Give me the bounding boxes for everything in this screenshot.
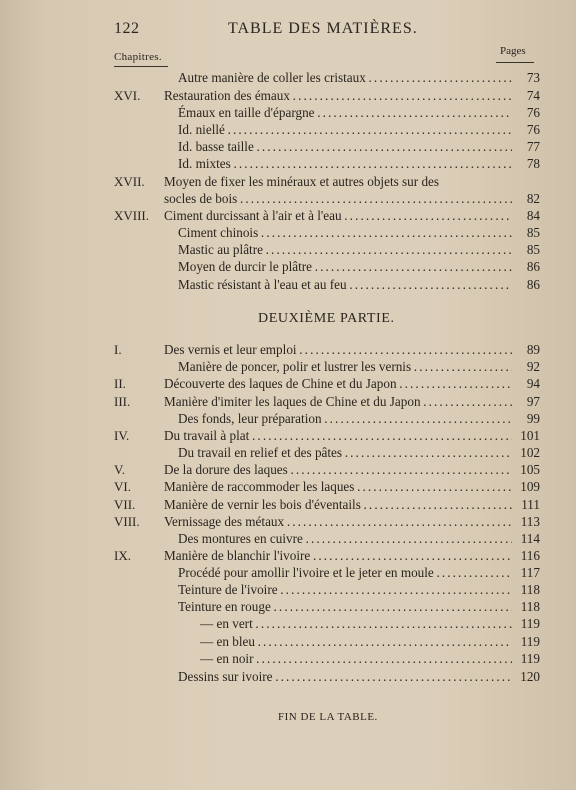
chapter-number: III. (114, 394, 131, 409)
entry-title-text: Émaux en taille d'épargne . . . (178, 105, 512, 120)
toc-entry (0, 650, 576, 667)
entry-title (178, 258, 512, 275)
toc-entry (0, 547, 576, 564)
entry-page-number: 114 (520, 531, 540, 546)
entry-title-text: Mastic résistant à l'eau et au feu . . . (178, 277, 512, 292)
entry-page-number: 77 (526, 139, 540, 154)
toc-entry (0, 207, 576, 224)
chapter-number: IV. (114, 428, 130, 443)
toc-entry (0, 341, 576, 358)
entry-title (164, 496, 512, 513)
entry-title-text: Ciment durcissant à l'air et à l'eau . . . (164, 208, 512, 223)
chapter-number: VIII. (114, 514, 140, 529)
entry-title-text: Manière de blanchir l'ivoire . . . (164, 548, 512, 563)
chapter-number: VII. (114, 497, 136, 512)
entry-page-number: 92 (526, 359, 540, 374)
entry-title (178, 530, 512, 547)
chapter-number: VI. (114, 479, 131, 494)
entry-title-text: Dessins sur ivoire . . . (178, 669, 512, 684)
entry-page-number: 118 (520, 582, 540, 597)
entry-title (178, 358, 512, 375)
entry-title-text: Teinture de l'ivoire . . . (178, 582, 512, 597)
entry-title (164, 207, 512, 224)
entry-page-number: 109 (520, 479, 540, 494)
toc-entry (0, 478, 576, 495)
entry-title (200, 633, 512, 650)
entry-title-text: Des montures en cuivre . . . (178, 531, 512, 546)
entry-page-number: 78 (526, 156, 540, 171)
toc-entry (0, 615, 576, 632)
entry-page-number: 120 (520, 669, 540, 684)
chapter-number: II. (114, 376, 126, 391)
entry-page-number: 86 (526, 277, 540, 292)
entry-page-number: 85 (526, 225, 540, 240)
toc-entry (0, 173, 576, 190)
entry-title-text: Vernissage des métaux . . . (164, 514, 512, 529)
toc-entry (0, 138, 576, 155)
entry-title-text: Restauration des émaux . . . (164, 88, 512, 103)
entry-page-number: 85 (526, 242, 540, 257)
entry-title-text: Moyen de fixer les minéraux et autres objets sur des (164, 174, 440, 189)
entry-page-number: 99 (526, 411, 540, 426)
entry-title (164, 478, 512, 495)
entry-title (164, 341, 512, 358)
entry-title-text: Manière de poncer, polir et lustrer les vernis . . . (178, 359, 512, 374)
entry-page-number: 101 (520, 428, 540, 443)
entry-title-text: Des vernis et leur emploi . . . (164, 342, 512, 357)
entry-title (178, 224, 512, 241)
entry-page-number: 105 (520, 462, 540, 477)
entry-page-number: 84 (526, 208, 540, 223)
toc-entry (0, 530, 576, 547)
chapter-number: I. (114, 342, 122, 357)
entry-title (178, 69, 512, 86)
toc-entry (0, 224, 576, 241)
toc-entry (0, 155, 576, 172)
entry-title-text: Procédé pour amollir l'ivoire et le jeter en moule . . . (178, 565, 512, 580)
entry-page-number: 119 (520, 634, 540, 649)
entry-title (164, 173, 540, 190)
entry-page-number: 118 (520, 599, 540, 614)
toc-entry (0, 496, 576, 513)
toc-entry (0, 358, 576, 375)
page-number: 122 (114, 20, 140, 37)
chapter-number: V. (114, 462, 125, 477)
toc-entry (0, 564, 576, 581)
toc-entry (0, 461, 576, 478)
toc-entry (0, 633, 576, 650)
entry-title (178, 668, 512, 685)
entry-title-text: Du travail à plat . . . (164, 428, 512, 443)
entry-title (164, 190, 512, 207)
entry-title-text: Ciment chinois . . . (178, 225, 512, 240)
entry-title (178, 598, 512, 615)
toc-entry (0, 513, 576, 530)
entry-title (164, 547, 512, 564)
entry-title-text: Moyen de durcir le plâtre . . . (178, 259, 512, 274)
entry-title-text: De la dorure des laques . . . (164, 462, 512, 477)
entry-page-number: 76 (526, 122, 540, 137)
entry-title (178, 155, 512, 172)
toc-entry (0, 69, 576, 86)
toc-entry (0, 410, 576, 427)
toc-entry (0, 444, 576, 461)
entry-title-text: — en vert . . . (200, 616, 512, 631)
entry-title-text: Autre manière de coller les cristaux . . . (178, 70, 512, 85)
entry-page-number: 89 (526, 342, 540, 357)
running-title: TABLE DES MATIÈRES. (228, 20, 418, 37)
toc-entry (0, 241, 576, 258)
entry-title (200, 650, 512, 667)
chapter-number: XVI. (114, 88, 141, 103)
entry-page-number: 82 (526, 191, 540, 206)
toc-entry (0, 276, 576, 293)
entry-title-text: Teinture en rouge . . . (178, 599, 512, 614)
toc-entry (0, 190, 576, 207)
entry-title (178, 564, 512, 581)
entry-page-number: 119 (520, 616, 540, 631)
toc-entry (0, 258, 576, 275)
entry-title (178, 121, 512, 138)
entry-title (164, 375, 512, 392)
toc-entry (0, 121, 576, 138)
entry-title (178, 104, 512, 121)
toc-entry (0, 668, 576, 685)
chapters-column-label: Chapitres. (114, 51, 162, 63)
chapter-number: XVII. (114, 174, 145, 189)
entry-page-number: 74 (526, 88, 540, 103)
entry-title (164, 393, 512, 410)
entry-title-text: Du travail en relief et des pâtes . . . (178, 445, 512, 460)
entry-page-number: 111 (521, 497, 540, 512)
entry-title-text: Manière de raccommoder les laques . . . (164, 479, 512, 494)
entry-title (164, 87, 512, 104)
toc-entry (0, 598, 576, 615)
entry-title-text: Manière de vernir les bois d'éventails . . . (164, 497, 512, 512)
entry-page-number: 94 (526, 376, 540, 391)
toc-entry (0, 87, 576, 104)
toc-entry (0, 393, 576, 410)
chapter-number: XVIII. (114, 208, 150, 223)
entry-title (178, 581, 512, 598)
toc-entry (0, 375, 576, 392)
entry-title (164, 427, 512, 444)
entry-page-number: 97 (526, 394, 540, 409)
entry-title (164, 461, 512, 478)
entry-title (200, 615, 512, 632)
entry-page-number: 73 (526, 70, 540, 85)
entry-title-text: Id. basse taille . . . (178, 139, 512, 154)
entry-page-number: 86 (526, 259, 540, 274)
entry-title-text: socles de bois . . . (164, 191, 512, 206)
section-title: DEUXIÈME PARTIE. (258, 311, 395, 326)
toc-entry (0, 427, 576, 444)
entry-title (178, 241, 512, 258)
entry-title-text: Id. mixtes . . . (178, 156, 512, 171)
entry-title-text: — en noir . . . (200, 651, 512, 666)
entry-title-text: Manière d'imiter les laques de Chine et du Japon . . . (164, 394, 512, 409)
entry-title-text: Mastic au plâtre . . . (178, 242, 512, 257)
entry-title (164, 513, 512, 530)
entry-page-number: 116 (520, 548, 540, 563)
toc-entry (0, 104, 576, 121)
entry-page-number: 113 (520, 514, 540, 529)
entry-title (178, 138, 512, 155)
entry-page-number: 117 (520, 565, 540, 580)
end-of-table-note: FIN DE LA TABLE. (278, 711, 378, 723)
entry-title-text: Découverte des laques de Chine et du Japon . . . (164, 376, 512, 391)
entry-page-number: 119 (520, 651, 540, 666)
entry-title-text: Id. niellé . . . (178, 122, 512, 137)
entry-page-number: 102 (520, 445, 540, 460)
toc-entry (0, 581, 576, 598)
pages-column-label: Pages (500, 45, 526, 57)
chapter-number: IX. (114, 548, 131, 563)
entry-title (178, 276, 512, 293)
entry-title-text: Des fonds, leur préparation . . . (178, 411, 512, 426)
entry-title (178, 410, 512, 427)
entry-title-text: — en bleu . . . (200, 634, 512, 649)
entry-title (178, 444, 512, 461)
entry-page-number: 76 (526, 105, 540, 120)
